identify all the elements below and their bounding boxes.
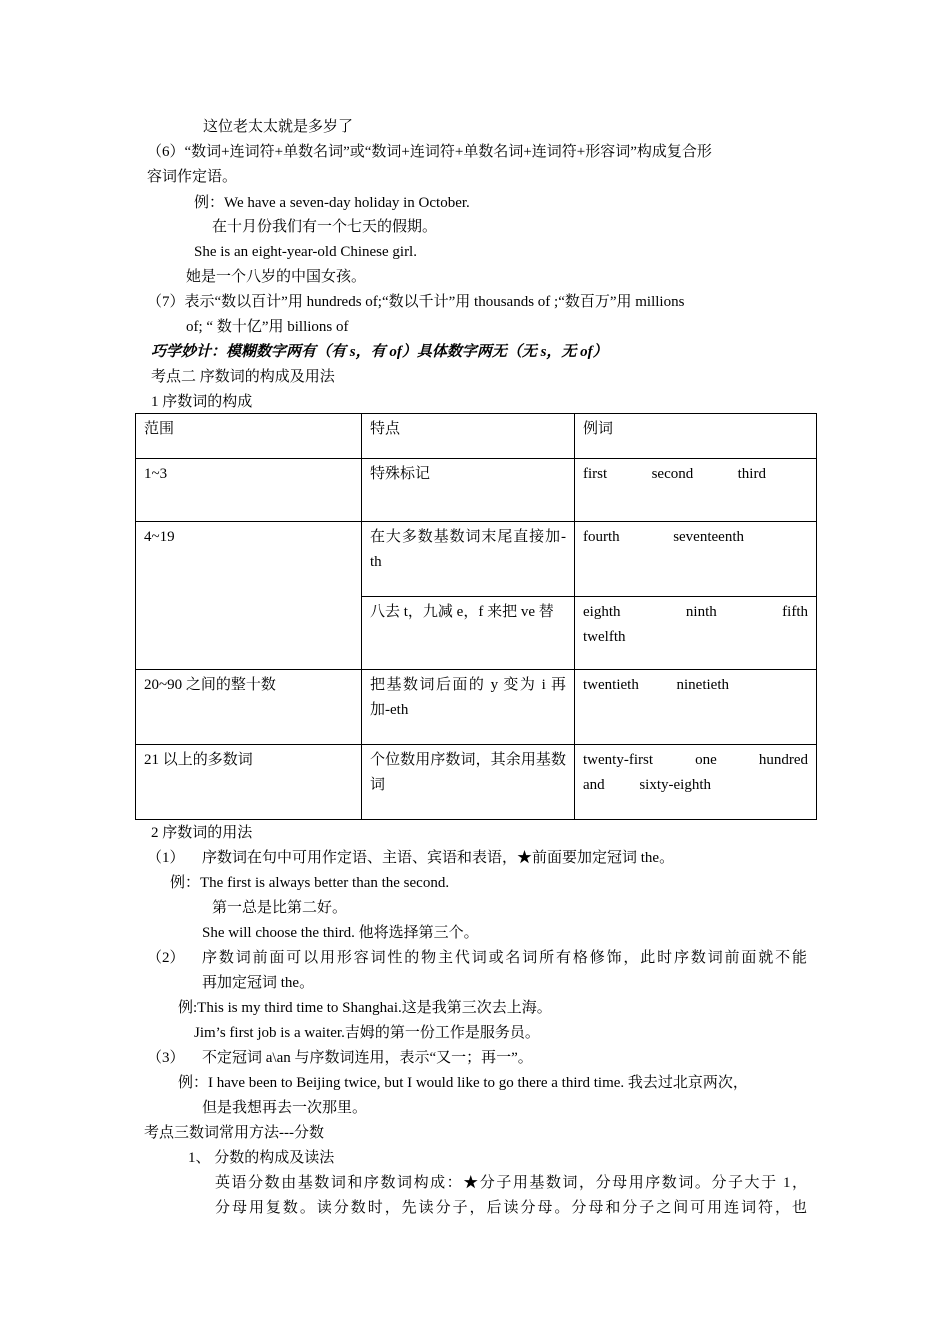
- table-row: [136, 670, 817, 745]
- table-row: [136, 459, 817, 522]
- subsection-heading: 1 序数词的构成: [151, 394, 253, 410]
- example-word: sixty-eighth: [639, 777, 711, 793]
- example-word: fourth: [583, 529, 620, 545]
- example-line: She will choose the third. 他将选择第三个。: [202, 925, 479, 941]
- example-word: fifth: [782, 604, 808, 620]
- table-cell: [575, 522, 817, 597]
- table-cell: 20~90 之间的整十数: [136, 670, 362, 745]
- example-word: second: [651, 466, 694, 482]
- subsection-heading: 1、 分数的构成及读法: [188, 1150, 335, 1166]
- example-line: 例：We have a seven-day holiday in October.: [194, 195, 470, 211]
- example-translation: 她是一个八岁的中国女孩。: [186, 269, 367, 285]
- example-line: 例:This is my third time to Shanghai.这是我第三次去上海。: [178, 1000, 552, 1016]
- tip-line: 巧学妙计：模糊数字两有（有 s，有 of）具体数字两无（无 s，无 of）: [151, 344, 608, 360]
- example-translation: 在十月份我们有一个七天的假期。: [212, 219, 438, 235]
- text-line: 序数词前面可以用形容词性的物主代词或名词所有格修饰，此时序数词前面就不能: [202, 950, 807, 966]
- list-number: （1）: [147, 850, 185, 866]
- example-word: twenty-first: [583, 752, 653, 768]
- text-line: of; “ 数十亿”用 billions of: [186, 319, 349, 335]
- table-cell: [575, 745, 817, 820]
- table-cell: [575, 597, 817, 670]
- ordinal-table: [135, 413, 817, 820]
- example-line: Jim’s first job is a waiter.吉姆的第一份工作是服务员。: [194, 1025, 540, 1041]
- example-word: ninetieth: [676, 677, 729, 693]
- subsection-heading: 2 序数词的用法: [151, 825, 253, 841]
- example-word: hundred: [758, 752, 808, 768]
- example-word: seventeenth: [673, 529, 744, 545]
- header-cell: 例词: [575, 414, 817, 459]
- example-line: 例：I have been to Beijing twice, but I would like to go there a third time. 我去过北京两次，: [178, 1075, 748, 1091]
- example-word: ninth: [685, 604, 717, 620]
- text-line: （6）“数词+连词符+单数名词”或“数词+连词符+单数名词+连词符+形容词”构成复合形: [147, 144, 712, 160]
- example-word: eighth: [583, 604, 621, 620]
- table-cell: 个位数用序数词，其余用基数词: [362, 745, 575, 820]
- paragraph-line: 英语分数由基数词和序数词构成：★分子用基数词，分母用序数词。分子大于 1，: [215, 1175, 807, 1191]
- example-translation: 但是我想再去一次那里。: [202, 1100, 368, 1116]
- example-word: one: [695, 752, 717, 768]
- table-cell: 八去 t，九减 e，f 来把 ve 替: [362, 597, 575, 670]
- example-word: twentieth: [583, 677, 639, 693]
- list-number: （2）: [147, 950, 185, 966]
- text-line: 再加定冠词 the。: [202, 975, 315, 991]
- table-row: [136, 745, 817, 820]
- table-header-row: [136, 414, 817, 459]
- table-cell: 4~19: [136, 522, 362, 670]
- table-row: [136, 522, 817, 597]
- table-cell: 21 以上的多数词: [136, 745, 362, 820]
- table-cell: 把基数词后面的 y 变为 i 再加-eth: [362, 670, 575, 745]
- table-cell: 在大多数基数词末尾直接加-th: [362, 522, 575, 597]
- text-line: 序数词在句中可用作定语、主语、宾语和表语，★前面要加定冠词 the。: [202, 850, 675, 866]
- example-translation: 第一总是比第二好。: [212, 900, 348, 916]
- table-cell: 特殊标记: [362, 459, 575, 522]
- section-heading: 考点二 序数词的构成及用法: [151, 369, 335, 385]
- header-cell: 范围: [136, 414, 362, 459]
- text-line: （7）表示“数以百计”用 hundreds of;“数以千计”用 thousands of ;“数百万”用 millions: [147, 294, 685, 310]
- example-word: and: [583, 777, 605, 793]
- example-word: first: [583, 466, 608, 482]
- list-number: （3）: [147, 1050, 185, 1066]
- text-line: 容词作定语。: [147, 169, 238, 185]
- example-line: She is an eight-year-old Chinese girl.: [194, 244, 417, 260]
- example-word: third: [737, 466, 766, 482]
- header-cell: 特点: [362, 414, 575, 459]
- table-cell: [575, 459, 817, 522]
- example-line: 例：The first is always better than the second.: [170, 875, 450, 891]
- table-cell: 1~3: [136, 459, 362, 522]
- paragraph-line: 分母用复数。读分数时，先读分子，后读分母。分母和分子之间可用连词符，也: [215, 1200, 807, 1216]
- text-line: 这位老太太就是多岁了: [203, 119, 354, 135]
- table-cell: [575, 670, 817, 745]
- section-heading: 考点三数词常用方法---分数: [144, 1125, 324, 1141]
- text-line: 不定冠词 a\an 与序数词连用，表示“又一；再一”。: [202, 1050, 533, 1066]
- example-word: twelfth: [583, 629, 626, 645]
